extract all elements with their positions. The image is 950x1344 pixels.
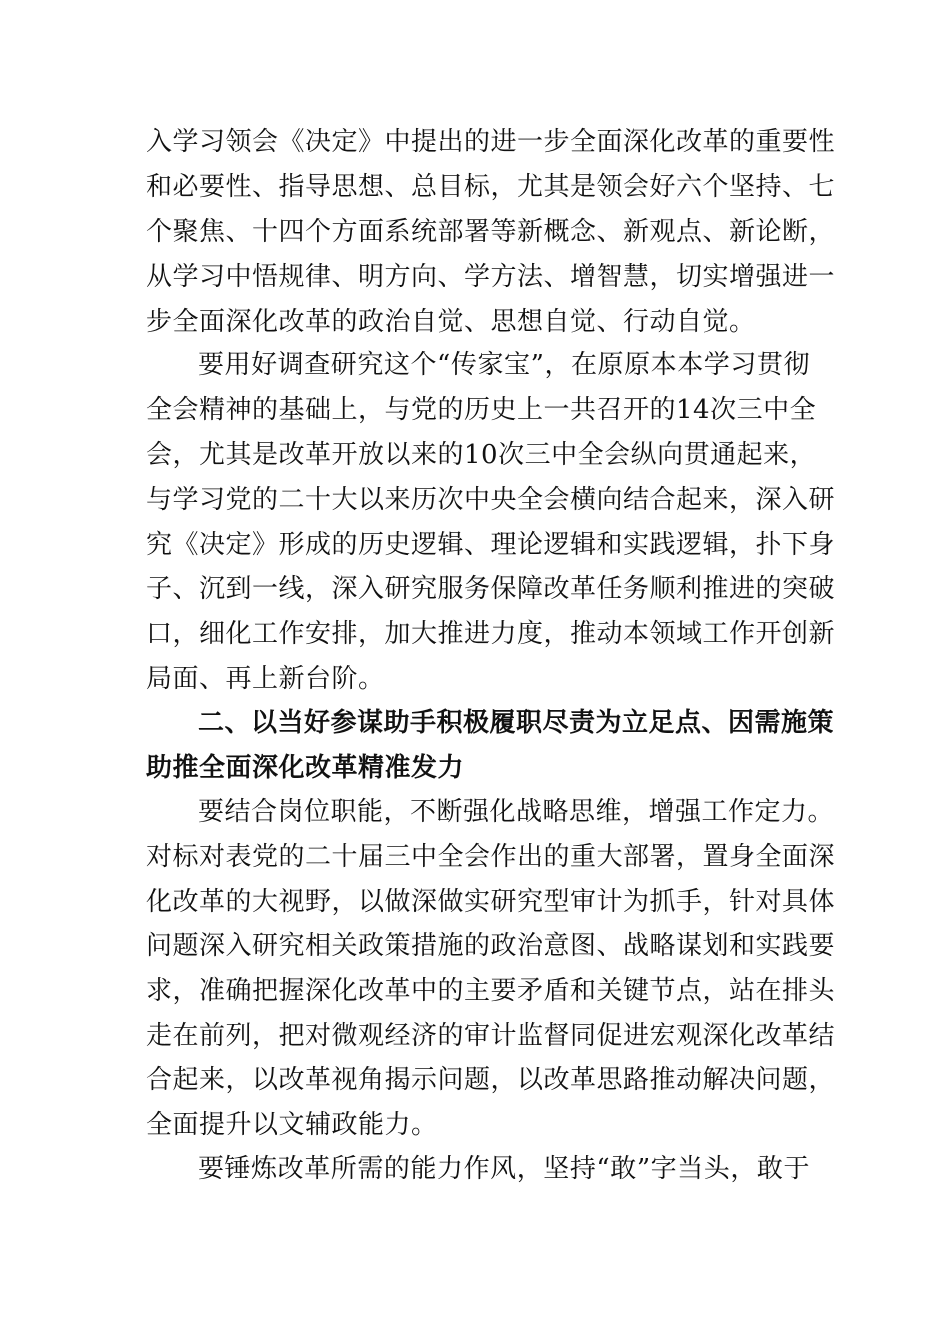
paragraph-3-line-1: 要结合岗位职能，不断强化战略思维，增强工作定力。 [198,797,835,827]
paragraph-3-line-3: 化改革的大视野，以做深做实研究型审计为抓手，针对具体 [146,887,836,917]
paragraph-2-line-2: 全会精神的基础上，与党的历史上一共召开的14次三中全 [146,395,817,425]
paragraph-1-line-1: 入学习领会《决定》中提出的进一步全面深化改革的重要性 [146,127,836,157]
paragraph-2-line-5: 究《决定》形成的历史逻辑、理论逻辑和实践逻辑，扑下身 [146,530,836,560]
paragraph-2-line-3: 会，尤其是改革开放以来的10次三中全会纵向贯通起来， [146,440,817,470]
section-heading-line-2: 助推全面深化改革精准发力 [146,753,465,783]
section-heading-line-1: 二、以当好参谋助手积极履职尽责为立足点、因需施策 [198,708,835,738]
paragraph-3-line-7: 合起来，以改革视角揭示问题，以改革思路推动解决问题， [146,1065,836,1095]
paragraph-2-line-4: 与学习党的二十大以来历次中央全会横向结合起来，深入研 [146,485,836,515]
paragraph-4-line-1: 要锤炼改革所需的能力作风，坚持“敢”字当头，敢于 [198,1154,810,1184]
paragraph-2-line-7: 口，细化工作安排，加大推进力度，推动本领域工作开创新 [146,619,836,649]
paragraph-3-line-4: 问题深入研究相关政策措施的政治意图、战略谋划和实践要 [146,931,836,961]
paragraph-3-line-8: 全面提升以文辅政能力。 [146,1110,438,1140]
paragraph-3-line-5: 求，准确把握深化改革中的主要矛盾和关键节点，站在排头 [146,976,836,1006]
paragraph-2-line-8: 局面、再上新台阶。 [146,664,385,694]
paragraph-3-line-6: 走在前列，把对微观经济的审计监督同促进宏观深化改革结 [146,1021,836,1051]
paragraph-1-line-4: 从学习中悟规律、明方向、学方法、增智慧，切实增强进一 [146,262,836,292]
paragraph-2-line-6: 子、沉到一线，深入研究服务保障改革任务顺利推进的突破 [146,574,836,604]
paragraph-1-line-3: 个聚焦、十四个方面系统部署等新概念、新观点、新论断， [146,217,836,247]
paragraph-3-line-2: 对标对表党的二十届三中全会作出的重大部署，置身全面深 [146,842,836,872]
paragraph-1-line-2: 和必要性、指导思想、总目标，尤其是领会好六个坚持、七 [146,172,836,202]
paragraph-2-line-1: 要用好调查研究这个“传家宝”，在原原本本学习贯彻 [198,350,810,380]
paragraph-1-line-5: 步全面深化改革的政治自觉、思想自觉、行动自觉。 [146,307,756,337]
